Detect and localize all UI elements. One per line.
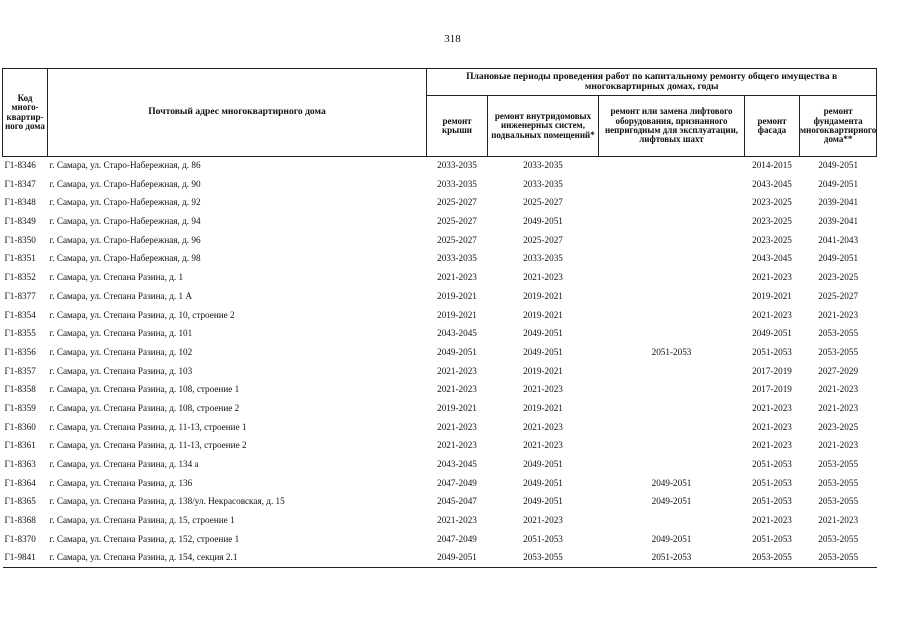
roof-period-cell: 2021-2023 (437, 365, 477, 376)
repair-schedule-table (2, 68, 877, 568)
house-code-cell: Г1-8347 (4, 178, 36, 189)
roof-period-cell: 2049-2051 (437, 346, 477, 357)
facade-period-cell: 2021-2023 (752, 515, 792, 526)
facade-period-cell: 2053-2055 (745, 549, 800, 568)
foundation-period-cell: 2053-2055 (818, 346, 859, 357)
postal-address-cell: г. Самара, ул. Старо-Набережная, д. 86 (49, 160, 201, 171)
table-row (3, 512, 877, 531)
header-house-code: Код много-квартир-ного дома (3, 69, 48, 157)
lift-period-cell: 2049-2051 (651, 533, 692, 544)
house-code-cell: Г1-8361 (4, 440, 36, 451)
roof-period-cell: 2045-2047 (437, 496, 477, 507)
house-code-cell: Г1-8351 (4, 253, 36, 264)
systems-period-cell: 2049-2051 (523, 477, 563, 488)
lift-period-cell (599, 512, 745, 531)
header-postal-address: Почтовый адрес многоквартирного дома (48, 69, 427, 157)
house-code-cell: Г1-8354 (4, 309, 36, 320)
table-row (3, 269, 877, 288)
systems-period-cell: 2049-2051 (523, 459, 563, 470)
table-row (3, 194, 877, 213)
roof-period-cell: 2021-2023 (437, 440, 477, 451)
facade-period-cell: 2051-2053 (752, 477, 792, 488)
foundation-period-cell: 2039-2041 (818, 216, 859, 227)
table-row (3, 549, 877, 568)
header-roof-repair: ремонт крыши (427, 96, 488, 157)
roof-period-cell: 2033-2035 (437, 160, 477, 171)
systems-period-cell: 2033-2035 (523, 253, 563, 264)
lift-period-cell: 2049-2051 (651, 477, 692, 488)
lift-period-cell (599, 399, 745, 418)
table-row (3, 157, 877, 176)
postal-address-cell: г. Самара, ул. Степана Разина, д. 154, секция 2.1 (48, 549, 427, 568)
facade-period-cell: 2021-2023 (752, 440, 792, 451)
foundation-period-cell: 2023-2025 (818, 272, 859, 283)
systems-period-cell: 2033-2035 (523, 178, 563, 189)
systems-period-cell: 2049-2051 (523, 328, 563, 339)
facade-period-cell: 2021-2023 (752, 272, 792, 283)
systems-period-cell: 2021-2023 (523, 440, 563, 451)
postal-address-cell: г. Самара, ул. Старо-Набережная, д. 96 (49, 234, 201, 245)
table-row (3, 213, 877, 232)
house-code-cell: Г1-8346 (4, 160, 36, 171)
facade-period-cell: 2017-2019 (752, 384, 792, 395)
lift-period-cell (599, 362, 745, 381)
lift-period-cell (599, 381, 745, 400)
systems-period-cell: 2019-2021 (523, 402, 563, 413)
house-code-cell: Г1-8370 (4, 533, 36, 544)
foundation-period-cell: 2021-2023 (818, 515, 859, 526)
foundation-period-cell: 2053-2055 (818, 496, 859, 507)
table-row (3, 493, 877, 512)
lift-period-cell (599, 157, 745, 176)
foundation-period-cell: 2021-2023 (818, 402, 859, 413)
postal-address-cell: г. Самара, ул. Степана Разина, д. 101 (49, 328, 193, 339)
house-code-cell: Г1-8377 (4, 290, 36, 301)
lift-period-cell (599, 456, 745, 475)
postal-address-cell: г. Самара, ул. Степана Разина, д. 10, строение 2 (49, 309, 235, 320)
systems-period-cell: 2049-2051 (523, 216, 563, 227)
systems-period-cell: 2021-2023 (523, 421, 563, 432)
foundation-period-cell: 2027-2029 (818, 365, 859, 376)
house-code-cell: Г1-8352 (4, 272, 36, 283)
table-body (3, 157, 877, 568)
lift-period-cell (599, 287, 745, 306)
systems-period-cell: 2019-2021 (523, 309, 563, 320)
facade-period-cell: 2014-2015 (752, 160, 792, 171)
roof-period-cell: 2021-2023 (437, 515, 477, 526)
facade-period-cell: 2051-2053 (752, 496, 792, 507)
foundation-period-cell: 2021-2023 (818, 384, 859, 395)
facade-period-cell: 2017-2019 (752, 365, 792, 376)
table-row (3, 250, 877, 269)
postal-address-cell: г. Самара, ул. Степана Разина, д. 1 (49, 272, 184, 283)
facade-period-cell: 2023-2025 (752, 197, 792, 208)
lift-period-cell: 2049-2051 (651, 496, 692, 507)
house-code-cell: Г1-8365 (4, 496, 36, 507)
table-row (3, 362, 877, 381)
foundation-period-cell: 2023-2025 (818, 421, 859, 432)
roof-period-cell: 2025-2027 (437, 234, 477, 245)
table-row (3, 474, 877, 493)
header-facade-repair: ремонт фасада (745, 96, 800, 157)
foundation-period-cell: 2021-2023 (818, 309, 859, 320)
lift-period-cell (599, 306, 745, 325)
facade-period-cell: 2049-2051 (752, 328, 792, 339)
systems-period-cell: 2019-2021 (523, 365, 563, 376)
lift-period-cell (599, 231, 745, 250)
foundation-period-cell: 2021-2023 (818, 440, 859, 451)
table-row (3, 175, 877, 194)
lift-period-cell (599, 194, 745, 213)
header-planned-periods: Плановые периоды проведения работ по капитальному ремонту общего имущества в многоквартирных домах, годы (427, 69, 877, 96)
house-code-cell: Г1-8364 (4, 477, 36, 488)
postal-address-cell: г. Самара, ул. Степана Разина, д. 136 (49, 477, 193, 488)
roof-period-cell: 2043-2045 (437, 328, 477, 339)
roof-period-cell: 2049-2051 (427, 549, 488, 568)
roof-period-cell: 2043-2045 (437, 459, 477, 470)
systems-period-cell: 2021-2023 (523, 384, 563, 395)
postal-address-cell: г. Самара, ул. Степана Разина, д. 108, строение 1 (49, 384, 240, 395)
header-foundation-repair: ремонт фундамента многоквартирного дома** (800, 96, 877, 157)
facade-period-cell: 2023-2025 (752, 216, 792, 227)
postal-address-cell: г. Самара, ул. Степана Разина, д. 15, строение 1 (49, 515, 235, 526)
foundation-period-cell: 2053-2055 (818, 328, 859, 339)
page-number: 318 (444, 33, 461, 45)
house-code-cell: Г1-8355 (4, 328, 36, 339)
foundation-period-cell: 2053-2055 (818, 533, 859, 544)
postal-address-cell: г. Самара, ул. Степана Разина, д. 1 А (49, 290, 192, 301)
foundation-period-cell: 2053-2055 (800, 549, 877, 568)
table-row (3, 343, 877, 362)
lift-period-cell (599, 437, 745, 456)
header-systems-repair: ремонт внутридомовых инженерных систем, подвальных помещений* (488, 96, 599, 157)
foundation-period-cell: 2049-2051 (818, 253, 859, 264)
foundation-period-cell: 2053-2055 (818, 477, 859, 488)
roof-period-cell: 2025-2027 (437, 216, 477, 227)
postal-address-cell: г. Самара, ул. Степана Разина, д. 102 (49, 346, 193, 357)
table-row (3, 530, 877, 549)
house-code-cell: Г1-9841 (3, 549, 48, 568)
house-code-cell: Г1-8368 (4, 515, 36, 526)
lift-period-cell (599, 250, 745, 269)
facade-period-cell: 2051-2053 (752, 533, 792, 544)
foundation-period-cell: 2053-2055 (818, 459, 859, 470)
facade-period-cell: 2019-2021 (752, 290, 792, 301)
postal-address-cell: г. Самара, ул. Старо-Набережная, д. 98 (49, 253, 201, 264)
postal-address-cell: г. Самара, ул. Степана Разина, д. 134 а (49, 459, 199, 470)
facade-period-cell: 2043-2045 (752, 178, 792, 189)
table-row (3, 381, 877, 400)
facade-period-cell: 2021-2023 (752, 421, 792, 432)
foundation-period-cell: 2049-2051 (818, 178, 859, 189)
lift-period-cell: 2051-2053 (599, 549, 745, 568)
systems-period-cell: 2021-2023 (523, 272, 563, 283)
postal-address-cell: г. Самара, ул. Степана Разина, д. 138/ул. Некрасовская, д. 15 (49, 496, 285, 507)
table-row (3, 437, 877, 456)
house-code-cell: Г1-8363 (4, 459, 36, 470)
postal-address-cell: г. Самара, ул. Степана Разина, д. 103 (49, 365, 193, 376)
table-row (3, 287, 877, 306)
postal-address-cell: г. Самара, ул. Степана Разина, д. 108, строение 2 (49, 402, 240, 413)
lift-period-cell (599, 213, 745, 232)
postal-address-cell: г. Самара, ул. Старо-Набережная, д. 94 (49, 216, 201, 227)
house-code-cell: Г1-8348 (4, 197, 36, 208)
table-row (3, 306, 877, 325)
roof-period-cell: 2021-2023 (437, 421, 477, 432)
systems-period-cell: 2025-2027 (523, 234, 563, 245)
systems-period-cell: 2049-2051 (523, 346, 563, 357)
house-code-cell: Г1-8359 (4, 402, 36, 413)
lift-period-cell (599, 175, 745, 194)
lift-period-cell (599, 418, 745, 437)
systems-period-cell: 2049-2051 (523, 496, 563, 507)
table-row (3, 325, 877, 344)
house-code-cell: Г1-8356 (4, 346, 36, 357)
postal-address-cell: г. Самара, ул. Старо-Набережная, д. 90 (49, 178, 201, 189)
postal-address-cell: г. Самара, ул. Степана Разина, д. 11-13, строение 1 (49, 421, 247, 432)
foundation-period-cell: 2039-2041 (818, 197, 859, 208)
postal-address-cell: г. Самара, ул. Степана Разина, д. 152, строение 1 (49, 533, 240, 544)
systems-period-cell: 2051-2053 (523, 533, 563, 544)
house-code-cell: Г1-8357 (4, 365, 36, 376)
facade-period-cell: 2051-2053 (752, 346, 792, 357)
table-row (3, 418, 877, 437)
foundation-period-cell: 2041-2043 (818, 234, 859, 245)
facade-period-cell: 2021-2023 (752, 402, 792, 413)
roof-period-cell: 2033-2035 (437, 253, 477, 264)
roof-period-cell: 2019-2021 (437, 402, 477, 413)
facade-period-cell: 2023-2025 (752, 234, 792, 245)
roof-period-cell: 2025-2027 (437, 197, 477, 208)
house-code-cell: Г1-8360 (4, 421, 36, 432)
house-code-cell: Г1-8350 (4, 234, 36, 245)
systems-period-cell: 2019-2021 (523, 290, 563, 301)
foundation-period-cell: 2049-2051 (818, 160, 859, 171)
systems-period-cell: 2025-2027 (523, 197, 563, 208)
systems-period-cell: 2053-2055 (488, 549, 599, 568)
foundation-period-cell: 2025-2027 (818, 290, 859, 301)
header-lift-repair: ремонт или замена лифтового оборудования, признанного непригодным для эксплуатации, лифтовых шахт (599, 96, 745, 157)
lift-period-cell: 2051-2053 (651, 346, 692, 357)
table-row (3, 456, 877, 475)
roof-period-cell: 2047-2049 (437, 533, 477, 544)
facade-period-cell: 2051-2053 (752, 459, 792, 470)
house-code-cell: Г1-8358 (4, 384, 36, 395)
lift-period-cell (599, 269, 745, 288)
systems-period-cell: 2033-2035 (523, 160, 563, 171)
systems-period-cell: 2021-2023 (523, 515, 563, 526)
roof-period-cell: 2033-2035 (437, 178, 477, 189)
facade-period-cell: 2021-2023 (752, 309, 792, 320)
roof-period-cell: 2019-2021 (437, 290, 477, 301)
table-row (3, 399, 877, 418)
roof-period-cell: 2021-2023 (437, 272, 477, 283)
roof-period-cell: 2021-2023 (437, 384, 477, 395)
postal-address-cell: г. Самара, ул. Степана Разина, д. 11-13, строение 2 (49, 440, 247, 451)
table-row (3, 231, 877, 250)
roof-period-cell: 2047-2049 (437, 477, 477, 488)
facade-period-cell: 2043-2045 (752, 253, 792, 264)
postal-address-cell: г. Самара, ул. Старо-Набережная, д. 92 (49, 197, 201, 208)
lift-period-cell (599, 325, 745, 344)
house-code-cell: Г1-8349 (4, 216, 36, 227)
roof-period-cell: 2019-2021 (437, 309, 477, 320)
